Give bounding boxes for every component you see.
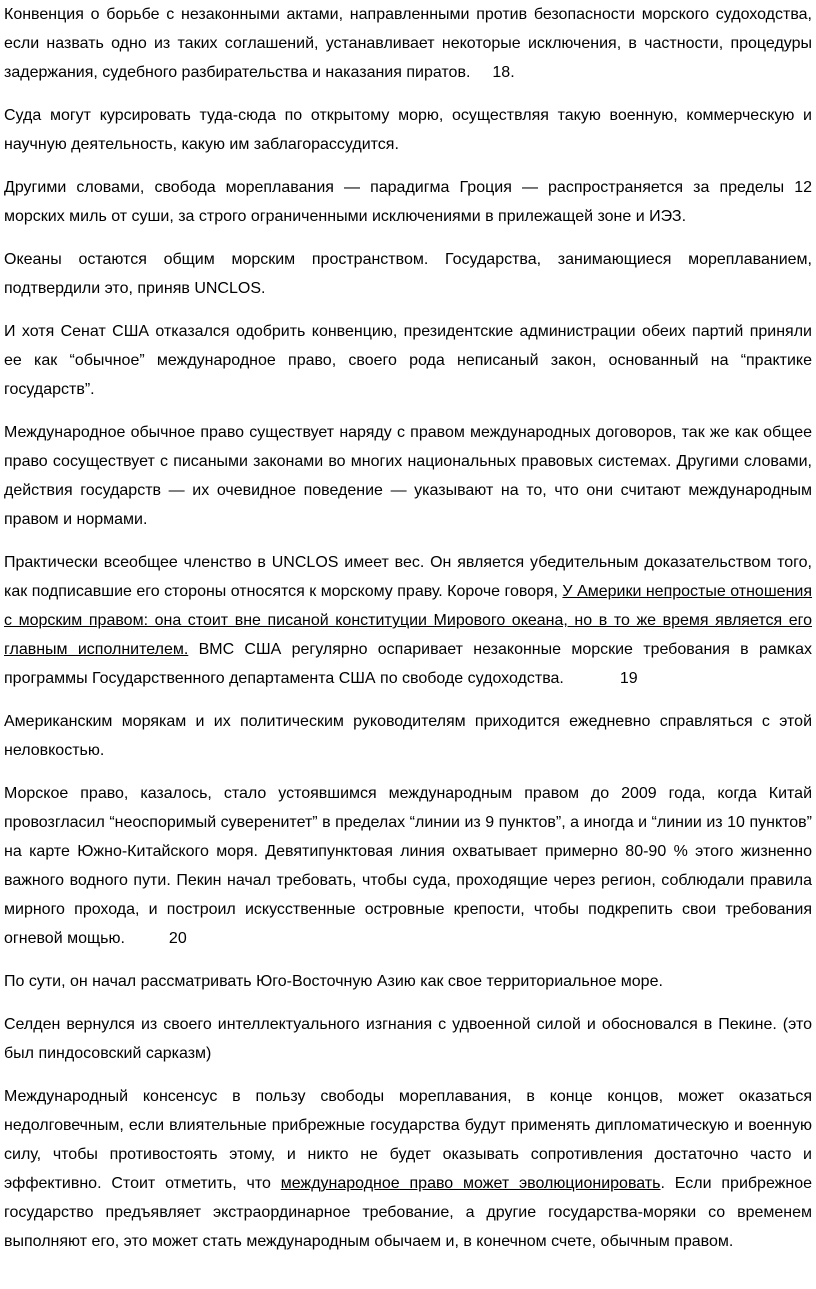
paragraph-5-text: И хотя Сенат США отказался одобрить конвенцию, президентские администрации обеих партий приняли ее как “обычное” международное право, своего рода неписаный закон, основанный на “практике государств”.: [4, 323, 812, 398]
paragraph-6: [4, 418, 812, 534]
paragraph-7-text-after: ВМС США регулярно оспаривает незаконные морские требования в рамках программы Государственного департамента США по свободе судоходства.: [4, 641, 813, 687]
paragraph-11-text: Селден вернулся из своего интеллектуального изгнания с удвоенной силой и обосновался в Пекине. (это был пиндосовский сарказм): [4, 1016, 812, 1062]
footnote-20: 20: [168, 930, 187, 947]
paragraph-12: [4, 1082, 812, 1256]
paragraph-4-text: Океаны остаются общим морским пространством. Государства, занимающиеся мореплаванием, подтвердили это, приняв UNCLOS.: [4, 251, 812, 297]
paragraph-3-text: Другими словами, свобода мореплавания — парадигма Гроция — распространяется за пределы 12 морских миль от суши, за строго ограниченными исключениями в прилежащей зоне и ИЭЗ.: [4, 179, 812, 225]
paragraph-4: [4, 245, 812, 303]
paragraph-10: [4, 967, 812, 996]
paragraph-8: [4, 707, 812, 765]
paragraph-9-text: Морское право, казалось, стало устоявшимся международным правом до 2009 года, когда Китай провозгласил “неоспоримый суверенитет” в пределах “линии из 9 пунктов”, а иногда и “линии из 10 пунктов” на карте Южно-Китайского моря. Девятипунктовая линия охватывает примерно 80-90 % этого жизненно важного водного пути. Пекин начал требовать, чтобы суда, проходящие через регион, соблюдали правила мирного прохода, и построил искусственные островные крепости, чтобы подкрепить свои требования огневой мощью.: [4, 785, 812, 947]
paragraph-7-text-before: Практически всеобщее членство в UNCLOS имеет вес. Он является убедительным доказательством того, как подписавшие его стороны относятся к морскому праву. Короче говоря,: [4, 554, 812, 600]
paragraph-2: [4, 101, 812, 159]
paragraph-10-text: По сути, он начал рассматривать Юго-Восточную Азию как свое территориальное море.: [4, 973, 663, 990]
paragraph-12-text-before: Международный консенсус в пользу свободы мореплавания, в конце концов, может оказаться недолговечным, если влиятельные прибрежные государства будут применять дипломатическую и военную силу, чтобы противостоять этому, и никто не будет оказывать сопротивления достаточно часто и эффективно. Стоит отметить, что: [4, 1088, 812, 1192]
paragraph-7: [4, 548, 812, 693]
paragraph-1-text: Конвенция о борьбе с незаконными актами, направленными против безопасности морского судоходства, если назвать одно из таких соглашений, устанавливает некоторые исключения, в частности, процедуры задержания, судебного разбирательства и наказания пиратов.: [4, 6, 812, 81]
footnote-19: 19: [619, 670, 638, 687]
paragraph-3: [4, 173, 812, 231]
paragraph-7-underlined: У Америки непростые отношения с морским правом: она стоит вне писаной конституции Мирового океана, но в то же время является его главным исполнителем.: [4, 583, 813, 658]
paragraph-5: [4, 317, 812, 404]
footnote-18: 18.: [492, 64, 515, 81]
paragraph-12-underlined: международное право может эволюционировать: [280, 1175, 661, 1192]
paragraph-8-text: Американским морякам и их политическим руководителям приходится ежедневно справляться с этой неловкостью.: [4, 713, 812, 759]
paragraph-11: [4, 1010, 812, 1068]
paragraph-9: [4, 779, 812, 953]
paragraph-2-text: Суда могут курсировать туда-сюда по открытому морю, осуществляя такую военную, коммерческую и научную деятельность, какую им заблагорассудится.: [4, 107, 812, 153]
paragraph-1: [4, 0, 812, 87]
paragraph-6-text: Международное обычное право существует наряду с правом международных договоров, так же как общее право сосуществует с писаными законами во многих национальных правовых системах. Другими словами, действия государств — их очевидное поведение — указывают на то, что они считают международным правом и нормами.: [4, 424, 812, 528]
paragraph-12-text-after: . Если прибрежное государство предъявляет экстраординарное требование, а другие государства-моряки со временем выполняют его, это может стать международным обычаем и, в конечном счете, обычным правом.: [4, 1175, 813, 1250]
